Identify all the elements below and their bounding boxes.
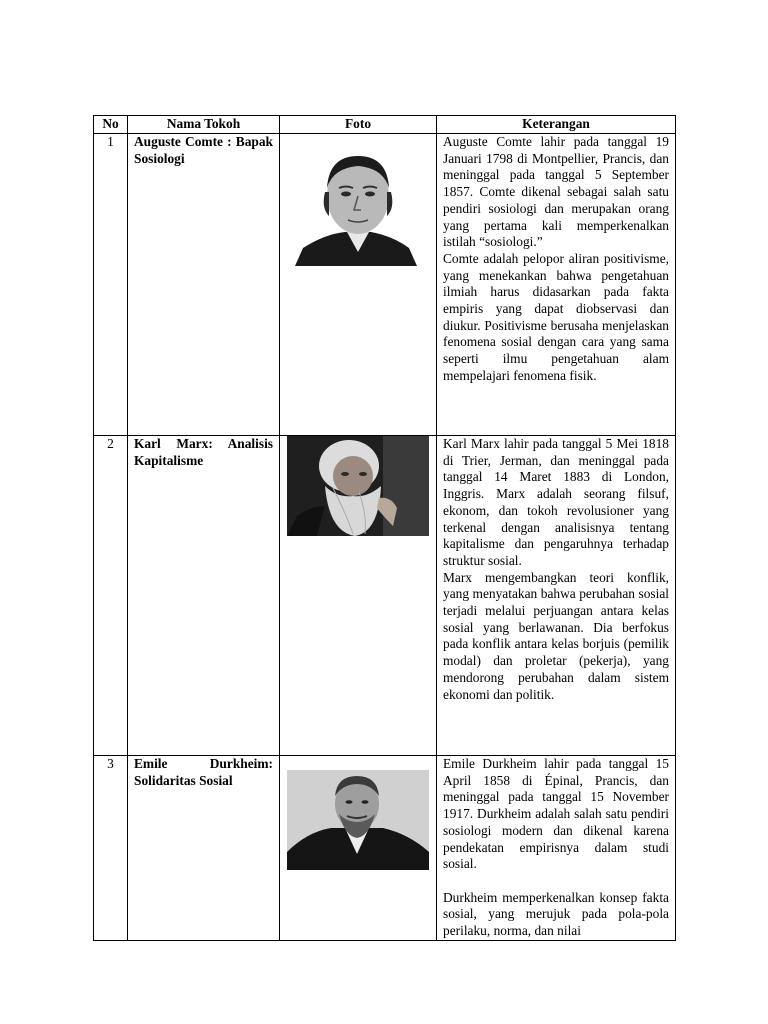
keterangan-cell (437, 756, 676, 941)
row-number: 1 (94, 134, 128, 436)
nama-tokoh: Karl Marx: Analisis Kapitalisme (128, 436, 280, 756)
keterangan-paragraph: Durkheim memperkenalkan konsep fakta sosial, yang merujuk pada pola-pola perilaku, norma, dan nilai (443, 889, 669, 939)
row-number: 3 (94, 756, 128, 941)
row-number: 2 (94, 436, 128, 756)
table-row (94, 436, 676, 756)
header-nama-tokoh: Nama Tokoh (128, 116, 280, 134)
keterangan-cell (437, 134, 676, 436)
table-row (94, 756, 676, 941)
foto-cell (280, 756, 437, 941)
tokoh-table (93, 115, 676, 941)
keterangan-paragraph: Marx mengembangkan teori konflik, yang menyatakan bahwa perubahan sosial terjadi melalui perjuangan antara kelas sosial yang berlawanan. Dia berfokus pada konflik antara kelas borjuis (pemilik modal) dan proletar (pekerja), yang mendorong perubahan dalam sistem ekonomi dan politik. (443, 569, 669, 702)
foto-cell (280, 134, 437, 436)
keterangan-paragraph: Karl Marx lahir pada tanggal 5 Mei 1818 di Trier, Jerman, dan meninggal pada tanggal 14 Maret 1883 di London, Inggris. Marx adalah seorang filsuf, ekonom, dan tokoh revolusioner yang terkenal dengan analisisnya tentang kapitalisme dan pengaruhnya terhadap struktur sosial. (443, 436, 669, 568)
header-no: No (94, 116, 128, 134)
header-keterangan: Keterangan (437, 116, 676, 134)
nama-tokoh: Emile Durkheim: Solidaritas Sosial (128, 756, 280, 941)
keterangan-paragraph: Comte adalah pelopor aliran positivisme, yang menekankan bahwa pengetahuan ilmiah harus didasarkan pada fakta empiris yang dapat diobservasi dan diukur. Positivisme berusaha menjelaskan fenomena sosial dengan cara yang sama seperti ilmu pengetahuan alam mempelajari fenomena fisik. (443, 250, 669, 383)
paragraph-spacer (443, 873, 669, 890)
keterangan-paragraph: Auguste Comte lahir pada tanggal 19 Januari 1798 di Montpellier, Prancis, dan meninggal pada tanggal 5 September 1857. Comte dikenal sebagai salah satu pendiri sosiologi dan merupakan orang yang pertama kali memperkenalkan istilah “sosiologi.” (443, 134, 669, 250)
portrait-comte-icon (295, 148, 421, 266)
foto-cell (280, 436, 437, 756)
nama-tokoh: Auguste Comte : Bapak Sosiologi (128, 134, 280, 436)
table-row (94, 134, 676, 436)
portrait-marx-icon (287, 436, 429, 536)
keterangan-paragraph: Emile Durkheim lahir pada tanggal 15 April 1858 di Épinal, Prancis, dan meninggal pada tanggal 15 November 1917. Durkheim adalah salah satu pendiri sosiologi modern dan dikenal karena pendekatan empirisnya dalam studi sosial. (443, 756, 669, 872)
header-row (94, 116, 676, 134)
keterangan-cell (437, 436, 676, 756)
portrait-durkheim-icon (287, 770, 429, 870)
header-foto: Foto (280, 116, 437, 134)
